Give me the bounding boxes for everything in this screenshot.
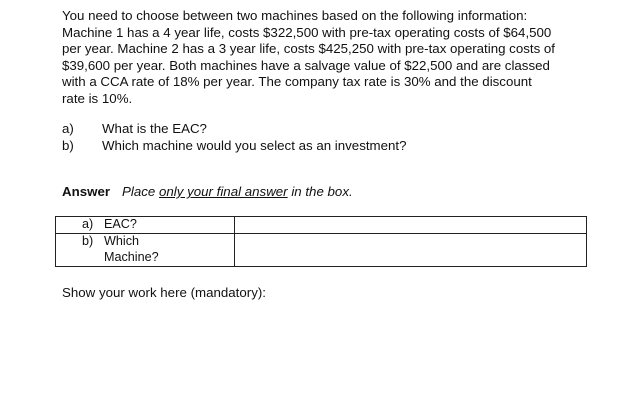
row-letter: b) bbox=[82, 234, 94, 248]
answer-label-cell bbox=[56, 217, 235, 234]
answer-label-cell bbox=[56, 234, 235, 267]
question-list bbox=[62, 121, 407, 154]
question-text: Which machine would you select as an investment? bbox=[102, 137, 407, 153]
answer-row-machine bbox=[56, 234, 587, 267]
machine-answer-box[interactable] bbox=[235, 234, 587, 267]
problem-line: with a CCA rate of 18% per year. The company tax rate is 30% and the discount bbox=[62, 74, 532, 90]
problem-line: Machine 1 has a 4 year life, costs $322,500 with pre-tax operating costs of $64,500 bbox=[62, 24, 552, 40]
row-letter: a) bbox=[82, 217, 94, 231]
problem-line: rate is 10%. bbox=[62, 90, 133, 106]
row-label: Which Machine? bbox=[104, 234, 159, 264]
instruction-suffix: in the box. bbox=[287, 184, 353, 199]
question-item-b bbox=[62, 138, 407, 155]
row-label: EAC? bbox=[104, 217, 137, 231]
question-text: What is the EAC? bbox=[102, 121, 207, 136]
problem-line: $39,600 per year. Both machines have a salvage value of $22,500 and are classed bbox=[62, 57, 550, 73]
question-letter: b) bbox=[62, 137, 74, 153]
eac-answer-box[interactable] bbox=[235, 217, 587, 234]
answer-table bbox=[55, 216, 587, 267]
instruction-prefix: Place bbox=[122, 184, 160, 199]
answer-instruction bbox=[122, 184, 353, 199]
problem-line: You need to choose between two machines based on the following information: bbox=[62, 8, 528, 23]
problem-statement bbox=[62, 8, 602, 108]
problem-line: per year. Machine 2 has a 3 year life, costs $425,250 with pre-tax operating costs of bbox=[62, 41, 555, 57]
question-item-a bbox=[62, 121, 407, 138]
question-letter: a) bbox=[62, 121, 74, 136]
answer-row-eac bbox=[56, 217, 587, 234]
answer-instruction-line bbox=[62, 184, 353, 199]
work-prompt: Show your work here (mandatory): bbox=[62, 285, 266, 300]
instruction-underlined: only your final answer bbox=[159, 184, 288, 199]
answer-heading: Answer bbox=[62, 184, 111, 199]
